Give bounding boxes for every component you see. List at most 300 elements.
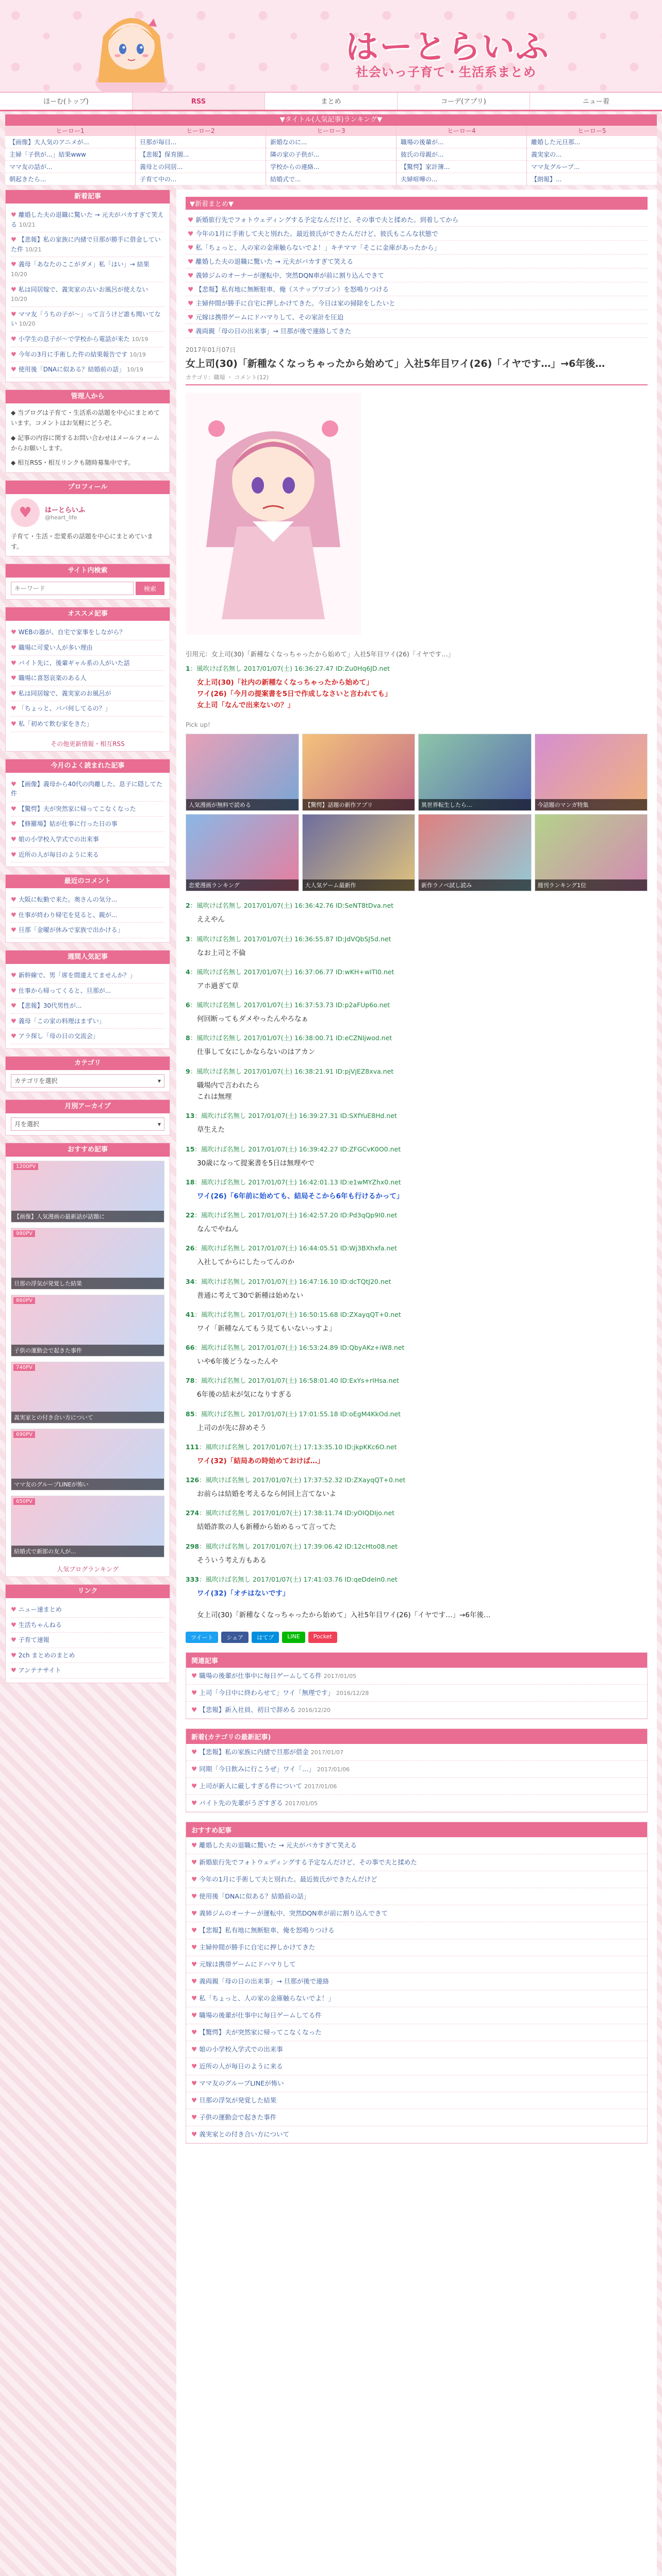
section-link[interactable] xyxy=(186,1778,647,1795)
list-item[interactable] xyxy=(11,923,164,938)
feed-link[interactable]: ママ友の話が... xyxy=(5,161,135,173)
response-number[interactable]: 1 xyxy=(186,664,190,672)
response-date: 2017/01/07(土) 16:44:05.51 xyxy=(248,1244,338,1252)
section-link[interactable] xyxy=(186,2024,647,2041)
bullet-icon: ♥ xyxy=(191,1841,197,1850)
search-widget xyxy=(5,564,170,600)
sidebar xyxy=(5,190,170,2576)
main-feed-text: 今年の1月に手術して夫と別れた。最近彼氏ができたんだけど、彼氏もこんな状態で xyxy=(195,230,438,238)
thumb-card[interactable] xyxy=(11,1295,164,1357)
response-id: ID:yOlQDIjo.net xyxy=(344,1509,395,1517)
archive-link[interactable]: その他更新情報・相互RSS xyxy=(51,740,125,748)
response-number[interactable]: 274 xyxy=(186,1509,200,1517)
ad-label: 【驚愕】話題の新作アプリ xyxy=(303,799,415,810)
share-button[interactable]: Pocket xyxy=(308,1632,337,1643)
bullet-icon: ♥ xyxy=(191,1909,197,1918)
response-id: ID:wKH+wITI0.net xyxy=(336,968,394,976)
recent-list xyxy=(186,1744,647,1812)
response-header: 274：風吹けば名無し 2017/01/07(土) 17:38:11.74 ID:yOlQDIjo.net xyxy=(186,1509,395,1517)
article-hero-illustration xyxy=(186,393,361,635)
ad-label: 大人気ゲーム最新作 xyxy=(303,879,415,891)
bullet-icon: ♥ xyxy=(188,327,194,335)
ad-label: 異世界転生したら... xyxy=(419,799,531,810)
list-item[interactable] xyxy=(11,640,164,656)
ad-card[interactable] xyxy=(302,734,416,811)
response-header: 13：風吹けば名無し 2017/01/07(土) 16:39:27.31 ID:SXfYuE8Hd.net xyxy=(186,1112,397,1120)
main-feed-link[interactable] xyxy=(186,282,648,296)
thumb-card[interactable] xyxy=(11,1496,164,1557)
ad-card[interactable] xyxy=(302,814,416,891)
response-number[interactable]: 2 xyxy=(186,902,190,910)
global-nav xyxy=(0,93,662,111)
list-item[interactable] xyxy=(11,1618,164,1633)
response-number[interactable]: 66 xyxy=(186,1344,195,1352)
section-link[interactable] xyxy=(186,1922,647,1939)
ad-label: 恋愛漫画ランキング xyxy=(186,879,299,891)
feed-link[interactable]: 学校からの連絡... xyxy=(266,161,396,173)
response-date: 2017/01/07(土) 17:01:55.18 xyxy=(248,1410,338,1418)
response-id: ID:e1wMYZhx0.net xyxy=(340,1178,401,1186)
list-item[interactable] xyxy=(11,307,164,332)
response-id: ID:SXfYuE8Hd.net xyxy=(340,1112,397,1120)
list-item[interactable] xyxy=(11,1029,164,1044)
response-id: ID:p2aFUp6o.net xyxy=(336,1001,390,1009)
thumb-caption: 【画像】人気漫画の最新話が話題に xyxy=(11,1211,164,1222)
recent-section xyxy=(186,1728,648,1812)
section-link[interactable] xyxy=(186,1795,647,1812)
section-link-text: 義両親「母の日の出来事」→ 旦那が後で連絡 xyxy=(199,1977,329,1986)
bullet-icon: ♥ xyxy=(11,644,16,652)
section-link-text: 元嫁は携帯ゲームにドハマりして xyxy=(199,1960,296,1969)
nav-item-rss[interactable]: RSS xyxy=(133,93,265,110)
section-link[interactable] xyxy=(186,2092,647,2109)
bullet-icon: ♥ xyxy=(11,1002,16,1010)
section-link[interactable] xyxy=(186,1990,647,2007)
list-item[interactable] xyxy=(11,701,164,717)
bullet-icon: ♥ xyxy=(11,335,16,343)
list-item-text: アラ探し「母の日の交流会」 xyxy=(18,1032,99,1040)
list-item[interactable] xyxy=(11,984,164,999)
ranking-link[interactable]: 人気ブログランキング xyxy=(57,1565,119,1573)
site-logo[interactable]: はーとらいふ xyxy=(345,28,550,66)
response-number[interactable]: 78 xyxy=(186,1377,195,1385)
section-link[interactable] xyxy=(186,1939,647,1956)
thumb-card[interactable] xyxy=(11,1228,164,1290)
list-item-text: 私は同居嫁で、義実家の古いお風呂が使えない xyxy=(18,285,148,293)
list-item-text: 2ch まとめのまとめ xyxy=(18,1651,75,1659)
ad-label: 週刊ランキング1位 xyxy=(535,879,648,891)
response-body: ワイ(32)「オチはないです」 xyxy=(197,1589,290,1598)
recommend-list xyxy=(6,621,170,736)
response-id: ID:pjVjEZ8xva.net xyxy=(336,1067,394,1075)
widget-title: 最近のコメント xyxy=(6,875,170,888)
article-meta: カテゴリ：職場 ・ コメント(12) xyxy=(186,373,648,385)
list-item[interactable] xyxy=(11,908,164,923)
feed-link[interactable]: 【画像】大人気のアニメが... xyxy=(5,136,135,148)
related-list xyxy=(186,1668,647,1719)
thumb-caption: 結婚式で新郎の友人が... xyxy=(11,1546,164,1557)
section-link[interactable] xyxy=(186,2126,647,2143)
share-button[interactable]: ツイート xyxy=(186,1632,218,1643)
section-link-text: 【悲報】新入社員、初日で辞める xyxy=(199,1706,296,1714)
response-header: 6：風吹けば名無し 2017/01/07(土) 16:37:53.73 ID:p2aFUp6o.net xyxy=(186,1001,390,1009)
list-item[interactable] xyxy=(11,257,164,282)
response-id: ID:QbyAKz+iW8.net xyxy=(340,1344,405,1352)
section-link[interactable] xyxy=(186,1956,647,1973)
section-link[interactable] xyxy=(186,1888,647,1905)
search-button[interactable]: 検索 xyxy=(136,582,164,595)
list-item-text: 小学生の息子が〜で学校から電話が来た xyxy=(18,335,130,343)
widget-title: 週間人気記事 xyxy=(6,951,170,964)
ad-label: 今話題のマンガ特集 xyxy=(535,799,648,810)
ad-card[interactable] xyxy=(535,814,648,891)
list-item[interactable] xyxy=(11,332,164,347)
feed-link[interactable]: 【朗報】... xyxy=(527,173,657,185)
bullet-icon: ♥ xyxy=(11,971,16,979)
list-item-date: 10/20 xyxy=(11,296,27,303)
section-link-text: 同期「今日飲みに行こうぜ」ワイ「…」 xyxy=(199,1765,315,1773)
response-number[interactable]: 126 xyxy=(186,1476,200,1484)
nav-item-home[interactable]: ほーむ(トップ) xyxy=(0,93,133,110)
thumb-caption: 子供の運動会で起きた事件 xyxy=(11,1345,164,1356)
list-item-text: 【修羅場】姑が仕事に行った日の事 xyxy=(18,820,118,828)
main-feed-link[interactable] xyxy=(186,310,648,324)
feed-link[interactable]: 【驚愕】家計簿... xyxy=(396,161,526,173)
section-link-text: 職場の後輩が仕事中に毎日ゲームしてる件 xyxy=(199,2011,322,2020)
response-date: 2017/01/07(土) 16:42:57.20 xyxy=(248,1211,338,1219)
list-item[interactable] xyxy=(11,1014,164,1029)
widget-title: 管理人から xyxy=(6,390,170,403)
section-link-text: 【悲報】私有地に無断駐車、俺を怒鳴りつける xyxy=(199,1926,335,1935)
feed-link[interactable]: 新婚なのに... xyxy=(266,136,396,148)
list-item-text: 仕事が終わり帰宅を見ると、親が... xyxy=(18,911,118,919)
response-number[interactable]: 4 xyxy=(186,968,190,976)
response-name: 風吹けば名無し xyxy=(201,1244,246,1252)
list-item[interactable] xyxy=(11,717,164,732)
category-widget xyxy=(5,1056,170,1092)
list-item[interactable] xyxy=(11,1648,164,1664)
response-date: 2017/01/07(土) 16:47:16.10 xyxy=(248,1277,338,1285)
section-link[interactable] xyxy=(186,1702,647,1719)
response-body: ええやん xyxy=(197,916,225,924)
list-item[interactable] xyxy=(11,892,164,908)
bullet-icon: ♥ xyxy=(188,285,194,293)
list-item[interactable] xyxy=(11,208,164,232)
response-number[interactable]: 3 xyxy=(186,935,190,943)
response-date: 2017/01/07(土) 16:42:01.13 xyxy=(248,1178,338,1186)
thumb-list xyxy=(6,1157,170,1562)
list-item[interactable] xyxy=(11,625,164,640)
list-item[interactable] xyxy=(11,686,164,702)
response-date: 2017/01/07(土) 16:38:00.71 xyxy=(243,1034,334,1042)
ad-card[interactable] xyxy=(418,814,532,891)
admin-notice-widget xyxy=(5,389,170,473)
section-link[interactable] xyxy=(186,1744,647,1761)
nav-item-news[interactable]: ニュー着 xyxy=(582,98,609,106)
response-number[interactable]: 34 xyxy=(186,1277,195,1285)
bullet-icon: ♥ xyxy=(11,236,16,244)
response-number[interactable]: 15 xyxy=(186,1145,195,1153)
list-item-text: ニュー速まとめ xyxy=(18,1605,62,1613)
feed-link[interactable]: 主婦「子供が...」結果www xyxy=(5,148,135,161)
response-date: 2017/01/07(土) 16:58:01.40 xyxy=(248,1377,338,1385)
list-item-text: 職場に喜怒哀楽のある人 xyxy=(18,674,87,682)
section-link[interactable] xyxy=(186,1668,647,1685)
list-item-text: 【画像】義母から40代の肉離した、息子に隠してた件 xyxy=(11,780,163,798)
main-feed-list xyxy=(186,213,648,338)
share-button[interactable]: LINE xyxy=(282,1632,305,1643)
list-item-date: 10/19 xyxy=(129,351,146,358)
thumb-caption: 義実家との付き合い方について xyxy=(11,1412,164,1423)
feed-link[interactable]: 結婚式で... xyxy=(266,173,396,185)
response-number[interactable]: 85 xyxy=(186,1410,195,1418)
response-id: ID:oEgM4KkOd.net xyxy=(340,1410,401,1418)
feed-column xyxy=(396,126,527,185)
response-header: 111：風吹けば名無し 2017/01/07(土) 17:13:35.10 ID:jkpKKc6O.net xyxy=(186,1443,397,1451)
feed-link[interactable]: 朝起きたら... xyxy=(5,173,135,185)
feed-link[interactable]: 旦那が毎日... xyxy=(136,136,266,148)
thumb-caption: 旦那の浮気が発覚した結果 xyxy=(11,1278,164,1289)
list-item-date: 10/20 xyxy=(19,320,36,328)
main-feed-link[interactable] xyxy=(186,296,648,310)
list-item-text: 【悲報】30代男性が... xyxy=(18,1002,82,1010)
ad-card[interactable] xyxy=(186,814,299,891)
nav-item-coordinate[interactable]: コーデ(アプリ) xyxy=(398,93,530,110)
section-link[interactable] xyxy=(186,2058,647,2075)
share-buttons xyxy=(186,1632,648,1643)
response-number[interactable]: 333 xyxy=(186,1575,200,1583)
feed-link[interactable]: 義母との同居... xyxy=(136,161,266,173)
feed-column xyxy=(527,126,657,185)
response-header: 126：風吹けば名無し 2017/01/07(土) 17:37:52.32 ID:ZXayqQT+0.net xyxy=(186,1476,406,1484)
response-name: 風吹けば名無し xyxy=(205,1476,251,1484)
main-feed-text: 義両親「母の日の出来事」→ 旦那が後で連絡してきた xyxy=(195,327,352,335)
response-number[interactable]: 8 xyxy=(186,1034,190,1042)
bullet-icon: ♥ xyxy=(11,851,16,858)
list-item[interactable] xyxy=(11,802,164,817)
list-item[interactable] xyxy=(11,656,164,671)
archive-select[interactable] xyxy=(11,1117,164,1131)
thumb-card[interactable] xyxy=(11,1362,164,1423)
response-id: ID:ZFGCvK0O0.net xyxy=(340,1145,401,1153)
share-button[interactable]: シェア xyxy=(221,1632,249,1643)
list-item[interactable] xyxy=(11,1663,164,1679)
section-link[interactable] xyxy=(186,1837,647,1854)
response-header: 18：風吹けば名無し 2017/01/07(土) 16:42:01.13 ID:e1wMYZhx0.net xyxy=(186,1178,401,1186)
main-feed-link[interactable] xyxy=(186,324,648,338)
list-item-text: 旦那「金曜が休みで家族で出かける」 xyxy=(18,926,124,934)
section-link-text: 上司が新人に厳しすぎる件について xyxy=(199,1782,302,1790)
response-number[interactable]: 18 xyxy=(186,1178,195,1186)
feed-link[interactable]: 夫婦喧嘩の... xyxy=(396,173,526,185)
feed-link[interactable]: 彼氏の母親が... xyxy=(396,148,526,161)
section-link-date: 2017/01/07 xyxy=(310,1749,344,1756)
response-number[interactable]: 6 xyxy=(186,1001,190,1009)
recommend-widget xyxy=(5,607,170,751)
bullet-icon: ♥ xyxy=(11,1667,16,1674)
ad-label: 新作ラノベ試し読み xyxy=(419,879,531,891)
pv-badge: 690PV xyxy=(13,1431,35,1438)
main-feed-link[interactable] xyxy=(186,268,648,282)
feed-link[interactable]: 【悲報】保育園... xyxy=(136,148,266,161)
feed-link[interactable]: 離婚した元旦那... xyxy=(527,136,657,148)
response-number[interactable]: 9 xyxy=(186,1067,190,1075)
feed-link[interactable]: ママ友グループ... xyxy=(527,161,657,173)
feed-link[interactable]: 子育て中の... xyxy=(136,173,266,185)
response-number[interactable]: 298 xyxy=(186,1542,200,1550)
ad-card[interactable] xyxy=(186,734,299,811)
feed-link[interactable]: 職場の後輩が... xyxy=(396,136,526,148)
list-item[interactable] xyxy=(11,998,164,1014)
bullet-icon: ♥ xyxy=(191,2062,197,2071)
section-link[interactable] xyxy=(186,1685,647,1702)
article-title[interactable]: 女上司(30)「新種なくなっちゃったから始めて」入社5年目ワイ(26)「イヤです…」→6年後… xyxy=(186,358,605,369)
bullet-icon: ♥ xyxy=(191,1875,197,1884)
widget-title: リンク xyxy=(6,1585,170,1598)
section-link-text: 旦那の浮気が発覚した結果 xyxy=(199,2096,277,2105)
list-item-text: 大阪に転勤で来た。奥さんの気分... xyxy=(18,896,118,904)
response-date: 2017/01/07(土) 17:39:06.42 xyxy=(253,1542,343,1550)
bullet-icon: ♥ xyxy=(191,1994,197,2003)
response-number[interactable]: 13 xyxy=(186,1112,195,1120)
response-number[interactable]: 41 xyxy=(186,1310,195,1318)
section-link[interactable] xyxy=(186,2007,647,2024)
response-name: 風吹けば名無し xyxy=(201,1211,246,1219)
section-link[interactable] xyxy=(186,1973,647,1990)
section-link[interactable] xyxy=(186,1854,647,1871)
thumb-card[interactable] xyxy=(11,1161,164,1223)
section-link-text: 子供の運動会で起きた事件 xyxy=(199,2113,277,2122)
notice-text: ◆ 相互RSS・相互リンクも随時募集中です。 xyxy=(11,459,135,467)
list-item[interactable] xyxy=(11,1633,164,1648)
section-link[interactable] xyxy=(186,1761,647,1778)
list-item[interactable] xyxy=(11,817,164,832)
list-item[interactable] xyxy=(11,232,164,257)
category-select-value: カテゴリを選択 xyxy=(14,1077,58,1084)
profile-id[interactable]: @heart_life xyxy=(45,514,77,521)
list-item[interactable] xyxy=(11,282,164,307)
bullet-icon: ♥ xyxy=(188,244,194,251)
notice-text: ◆ 記事の内容に関するお問い合わせはメールフォームからお願いします。 xyxy=(11,434,160,452)
response-body: 入社してからにしたってんのか xyxy=(197,1258,294,1267)
bullet-icon: ♥ xyxy=(11,820,16,828)
section-link[interactable] xyxy=(186,1905,647,1922)
category-select[interactable] xyxy=(11,1074,164,1088)
site-header xyxy=(0,0,662,93)
bullet-icon: ♥ xyxy=(188,299,194,307)
archive-body xyxy=(6,1113,170,1135)
feed-link[interactable]: 隣の家の子供が... xyxy=(266,148,396,161)
list-item[interactable] xyxy=(11,968,164,984)
response-list xyxy=(186,664,648,1608)
bullet-icon: ♥ xyxy=(191,1799,197,1807)
widget-title: サイト内検索 xyxy=(6,564,170,578)
response-body: そういう考え方もある xyxy=(197,1556,267,1565)
profile-widget xyxy=(5,480,170,557)
article-date: 2017年01月07日 xyxy=(186,346,236,353)
list-item-date: 10/19 xyxy=(131,335,148,343)
widget-title: おすすめ記事 xyxy=(6,1143,170,1157)
section-link[interactable] xyxy=(186,2109,647,2126)
bullet-icon: ♥ xyxy=(11,1032,16,1040)
main-feed-link[interactable] xyxy=(186,241,648,255)
share-button[interactable]: はてブ xyxy=(252,1632,279,1643)
main-feed-title: ▼新着まとめ▼ xyxy=(186,197,648,210)
bullet-icon: ♥ xyxy=(11,926,16,934)
bullet-icon: ♥ xyxy=(11,720,16,728)
list-item[interactable] xyxy=(11,347,164,363)
ranking-strip-title: ▼タイトル(人気記事)ランキング▼ xyxy=(5,114,657,126)
section-link[interactable] xyxy=(186,1871,647,1888)
ad-grid xyxy=(186,734,648,891)
widget-title: プロフィール xyxy=(6,481,170,494)
nav-item-matome[interactable]: まとめ xyxy=(265,93,398,110)
list-item-text: 近所の人が毎日のように来る xyxy=(18,851,99,858)
section-link-text: 職場の後輩が仕事中に毎日ゲームしてる件 xyxy=(199,1672,322,1680)
list-item[interactable] xyxy=(11,832,164,848)
list-item[interactable] xyxy=(11,671,164,686)
main-feed-link[interactable] xyxy=(186,213,648,227)
ad-card[interactable] xyxy=(418,734,532,811)
response-number[interactable]: 111 xyxy=(186,1443,200,1451)
search-input[interactable] xyxy=(11,582,134,595)
list-item[interactable] xyxy=(11,362,164,378)
list-item-text: アンテナサイト xyxy=(18,1667,61,1674)
section-link-text: バイト先の先輩がうざすぎる xyxy=(199,1799,283,1807)
section-link-text: ママ友のグループLINEが怖い xyxy=(199,2079,284,2088)
chevron-down-icon: ▾ xyxy=(157,1077,161,1084)
main-feed-text: 【悲報】私有地に無断駐車、俺（ステップワゴン）を怒鳴りつける xyxy=(195,285,389,293)
response-number[interactable]: 26 xyxy=(186,1244,195,1252)
list-item-text: 生活ちゃんねる xyxy=(18,1621,62,1629)
list-item[interactable] xyxy=(11,848,164,863)
popular-widget xyxy=(5,950,170,1049)
response-header: 22：風吹けば名無し 2017/01/07(土) 16:42:57.20 ID:Pd3qQp9I0.net xyxy=(186,1211,398,1219)
list-item[interactable] xyxy=(11,777,164,802)
thumb-card[interactable] xyxy=(11,1429,164,1490)
ranking-strip xyxy=(5,126,657,185)
link-list xyxy=(6,1598,170,1683)
section-link[interactable] xyxy=(186,2041,647,2058)
response-number[interactable]: 22 xyxy=(186,1211,195,1219)
widget-title: カテゴリ xyxy=(6,1057,170,1070)
response-header: 66：風吹けば名無し 2017/01/07(土) 16:53:24.89 ID:QbyAKz+iW8.net xyxy=(186,1344,405,1352)
section-link[interactable] xyxy=(186,2075,647,2092)
feed-link[interactable]: 義実家の... xyxy=(527,148,657,161)
response-header: 78：風吹けば名無し 2017/01/07(土) 16:58:01.40 ID:ExYs+rIHsa.net xyxy=(186,1377,400,1385)
bullet-icon: ♥ xyxy=(11,705,16,713)
bullet-icon: ♥ xyxy=(191,2079,197,2088)
main-feed-link[interactable] xyxy=(186,227,648,241)
thumb-caption: ママ友のグループLINEが怖い xyxy=(11,1479,164,1490)
response-header: 298：風吹けば名無し 2017/01/07(土) 17:39:06.42 ID:12cHto08.net xyxy=(186,1542,398,1550)
section-link-text: 新婚旅行先でフォトウェディングする予定なんだけど、その事で夫と揉めた xyxy=(199,1858,417,1867)
main-feed-link[interactable] xyxy=(186,255,648,268)
response-header: 1：風吹けば名無し 2017/01/07(土) 16:36:27.47 ID:Zu0Hq6JD.net xyxy=(186,664,390,672)
main-feed-text: 元嫁は携帯ゲームにドハマりして、その家計を圧迫 xyxy=(195,313,344,321)
monthly-widget xyxy=(5,759,170,868)
ad-card[interactable] xyxy=(535,734,648,811)
section-link-date: 2016/12/28 xyxy=(336,1690,369,1697)
feed-column-head: ヒーロー5 xyxy=(527,126,657,136)
list-item[interactable] xyxy=(11,1602,164,1618)
source-line[interactable]: 引用元：女上司(30)「新種なくなっちゃったから始めて」入社5年目ワイ(26)「イヤです…」 xyxy=(186,650,455,658)
response-date: 2017/01/07(土) 16:36:42.76 xyxy=(243,902,334,910)
section-link-text: 今年の1月に手術して夫と別れた。最近彼氏ができたんだけど xyxy=(199,1875,377,1884)
response-name: 風吹けば名無し xyxy=(205,1509,251,1517)
response-body: 女上司(30)「社内の新種なくなっちゃったから始めて」 ワイ(26)「今月の提案書を5日で作成しなさいと言われても」 女上司「なんで出来ないの？」 xyxy=(197,678,392,710)
response-id: ID:ZXayqQT+0.net xyxy=(340,1310,401,1318)
